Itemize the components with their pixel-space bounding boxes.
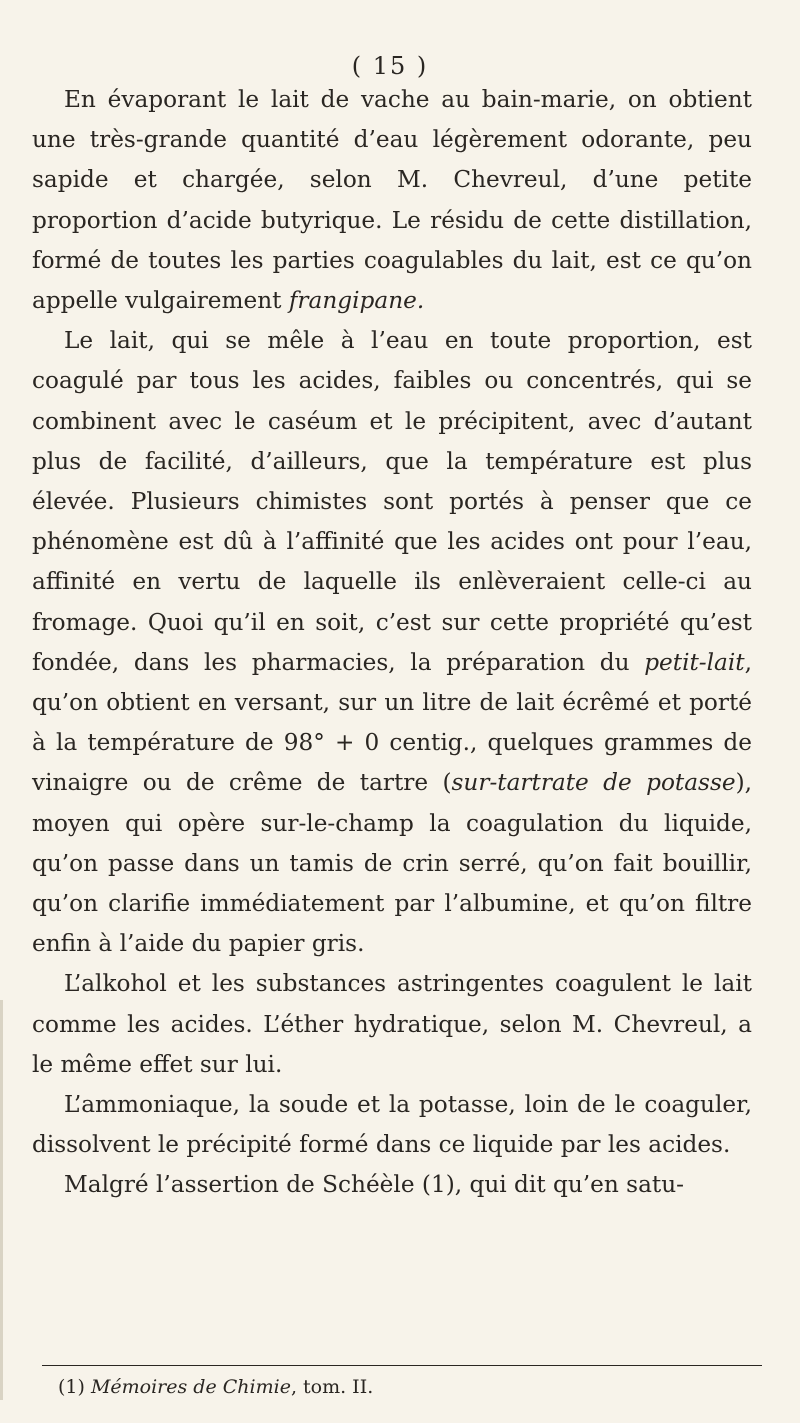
paragraph <box>32 1085 752 1165</box>
italic-text: petit-lait <box>644 648 745 676</box>
text-run: En évaporant le lait de vache au bain-marie, on obtient une très-grande quantité d’eau légèrement odorante, peu sapide et chargée, selon M. Chevreul, d’une petite proportion d’acide butyrique. Le résidu de cette distillation, formé de toutes les parties coagulables du lait, est ce qu’on appelle vulgairement <box>32 86 752 315</box>
footnote-divider <box>42 1365 762 1366</box>
body-text <box>32 80 752 1206</box>
paragraph <box>32 80 752 321</box>
text-run: Le lait, qui se mêle à l’eau en toute proportion, est coagulé par tous les acides, faibles ou concentrés, qui se combinent avec le caséum et le précipitent, avec d’autant plus de facilité, d’ailleurs, que la température est plus élevée. Plusieurs chimistes sont portés à penser que ce phénomène est dû à l’affinité que les acides ont pour l’eau, affinité en vertu de laquelle ils enlèveraient celle-ci au fromage. Quoi qu’il en soit, c’est sur cette propriété qu’est fondée, dans les pharmacies, la préparation du <box>32 327 752 676</box>
text-run: L’ammoniaque, la soude et la potasse, loin de le coaguler, dissolvent le précipité formé dans ce liquide par les acides. <box>32 1091 752 1159</box>
footnote-title: Mémoires de Chimie <box>90 1376 291 1398</box>
text-run: ), moyen qui opère sur-le-champ la coagulation du liquide, qu’on passe dans un tamis de crin serré, qu’on fait bouillir, qu’on clarifie immédiatement par l’albumine, et qu’on filtre enfin à l’aide du papier gris. <box>32 769 752 958</box>
text-run: L’alkohol et les substances astringentes coagulent le lait comme les acides. L’éther hydratique, selon M. Chevreul, a le même effet sur lui. <box>32 970 752 1078</box>
footnote <box>58 1372 748 1402</box>
paragraph <box>32 1165 752 1205</box>
footnote-rest: , tom. II. <box>290 1376 374 1398</box>
text-run: , qu’on obtient en versant, sur un litre de lait écrêmé et porté à la température de 98° + 0 centig., quelques grammes de vinaigre ou de crême de tartre ( <box>32 648 752 797</box>
page-number: ( 15 ) <box>351 52 429 80</box>
paragraph <box>32 964 752 1085</box>
italic-text: frangipane. <box>288 287 425 315</box>
italic-text: sur-tartrate de potasse <box>451 769 736 797</box>
binding-edge <box>0 1000 3 1400</box>
text-run: Malgré l’assertion de Schéèle (1), qui dit qu’en satu- <box>64 1171 684 1199</box>
footnote-marker: (1) <box>58 1376 91 1398</box>
paragraph <box>32 321 752 964</box>
